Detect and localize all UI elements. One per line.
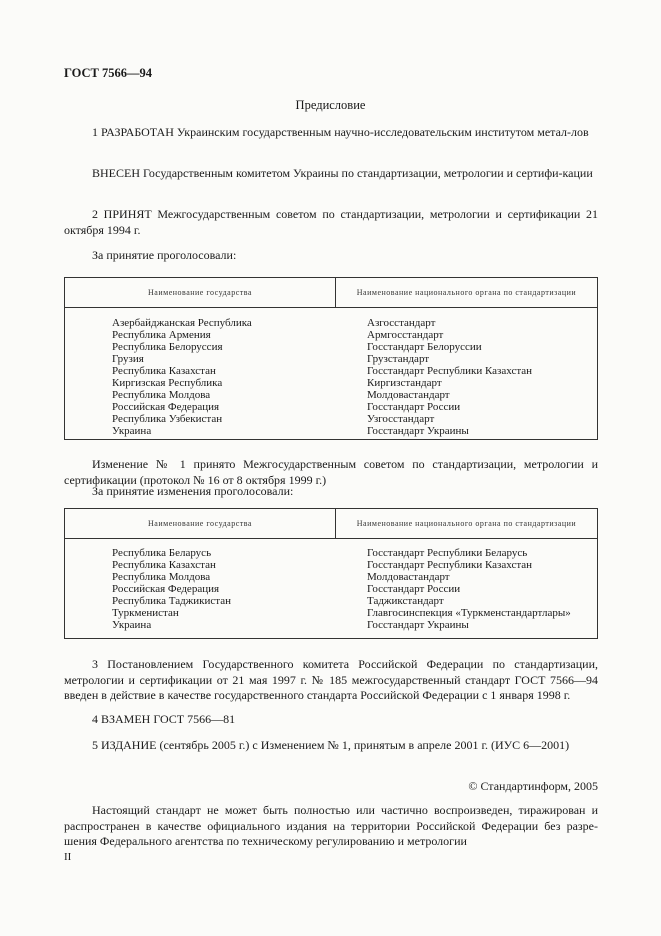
table-cell-organ: Госстандарт Республики Беларусь [367, 547, 528, 559]
table-header [65, 278, 597, 308]
table-cell-organ: Армгосстандарт [367, 329, 444, 341]
table-cell-organ: Госстандарт России [367, 583, 461, 595]
header-organ: Наименование национального органа по стандартизации [356, 288, 577, 297]
table-cell-state: Республика Казахстан [112, 365, 216, 377]
para-replaces: 4 ВЗАМЕН ГОСТ 7566—81 [92, 712, 236, 726]
table-cell-organ: Госстандарт Белоруссии [367, 341, 482, 353]
table-cell-state: Республика Молдова [112, 571, 211, 583]
voting-table-2 [64, 508, 598, 639]
table-cell-state: Украина [112, 425, 152, 437]
voting-table-1 [64, 277, 598, 440]
page-title: Предисловие [295, 98, 366, 112]
table-cell-state: Грузия [112, 353, 144, 365]
table-cell-organ: Молдовастандарт [367, 389, 450, 401]
vote-label-2: За принятие изменения проголосовали: [92, 484, 294, 498]
table-cell-state: Киргизская Республика [112, 377, 223, 389]
header-state: Наименование государства [65, 509, 336, 538]
para-enactment: 3 Постановлением Государственного комитета Российской Федерации по стандартизации, метрологии и сертификации от 21 мая 1997 г. № 185 межгосударственный стандарт ГОСТ 7566—94 введен в действие в качестве государственного стандарта Российской Федерации с 1 января 1998 г. [64, 657, 598, 702]
table-cell-organ: Грузстандарт [367, 353, 430, 365]
table-cell-organ: Госстандарт Республики Казахстан [367, 365, 533, 377]
para-edition: 5 ИЗДАНИЕ (сентябрь 2005 г.) с Изменением № 1, принятым в апреле 2001 г. (ИУС 6—2001) [92, 738, 570, 752]
header-organ: Наименование национального органа по стандартизации [356, 519, 577, 528]
table-cell-state: Туркменистан [112, 607, 179, 619]
para-adopted: 2 ПРИНЯТ Межгосударственным советом по стандартизации, метрологии и сертификации 21 октября 1994 г. [64, 207, 598, 237]
table-cell-organ: Госстандарт России [367, 401, 461, 413]
table-cell-organ: Азгосстандарт [367, 317, 436, 329]
table-cell-state: Республика Беларусь [112, 547, 212, 559]
header-state: Наименование государства [65, 278, 336, 307]
table-cell-state: Республика Таджикистан [112, 595, 231, 607]
organ-column [367, 547, 571, 631]
table-cell-state: Республика Казахстан [112, 559, 216, 571]
state-column [112, 547, 231, 631]
table-cell-state: Российская Федерация [112, 583, 220, 595]
table-cell-state: Российская Федерация [112, 401, 220, 413]
table-cell-state: Республика Белоруссия [112, 341, 223, 353]
document-code: ГОСТ 7566—94 [64, 66, 153, 80]
table-cell-organ: Главгосинспекция «Туркменстандартлары» [367, 607, 571, 619]
table-cell-state: Республика Молдова [112, 389, 211, 401]
table-cell-organ: Молдовастандарт [367, 571, 450, 583]
table-cell-state: Азербайджанская Республика [112, 317, 252, 329]
table-header [65, 509, 597, 539]
table-cell-organ: Госстандарт Украины [367, 425, 469, 437]
para-submitted: ВНЕСЕН Государственным комитетом Украины по стандартизации, метрологии и сертифи-кации [92, 166, 593, 180]
para-amendment: Изменение № 1 принято Межгосударственным советом по стандартизации, метрологии и сертификации (протокол № 16 от 8 октября 1999 г.) [64, 457, 598, 487]
table-cell-state: Республика Узбекистан [112, 413, 223, 425]
copyright-line: © Стандартинформ, 2005 [468, 779, 598, 793]
table-cell-organ: Таджикстандарт [367, 595, 444, 607]
notice-paragraph: Настоящий стандарт не может быть полностью или частично воспроизведен, тиражирован и распространен в качестве официального издания на территории Российской Федерации без разре-шения Федерального агентства по техническому регулированию и метрологии [64, 803, 598, 848]
table-cell-organ: Киргизстандарт [367, 377, 442, 389]
organ-column [367, 317, 532, 437]
table-cell-organ: Госстандарт Украины [367, 619, 469, 631]
table-cell-state: Украина [112, 619, 152, 631]
state-column [112, 317, 252, 437]
page-number: II [64, 851, 72, 863]
para-developed: 1 РАЗРАБОТАН Украинским государственным научно-исследовательским институтом метал-лов [92, 125, 589, 139]
table-cell-organ: Узгосстандарт [367, 413, 435, 425]
table-cell-organ: Госстандарт Республики Казахстан [367, 559, 533, 571]
vote-label-1: За принятие проголосовали: [92, 248, 237, 262]
table-cell-state: Республика Армения [112, 329, 211, 341]
